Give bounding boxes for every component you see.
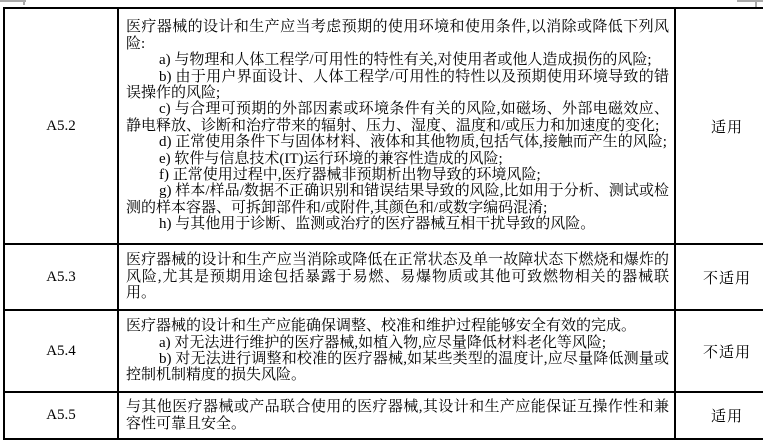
applicability-cell xyxy=(675,8,763,244)
clause-number: A5.4 xyxy=(46,342,76,359)
requirement-paragraph: g) 样本/样品/数据不正确识别和错误结果导致的风险,比如用于分析、测试或检测的样本容器、可拆卸部件和/或附件,其颜色和/或数字编码混淆; xyxy=(126,183,669,216)
clause-cell xyxy=(4,310,118,392)
requirement-paragraph: 医疗器械的设计和生产应能确保调整、校准和维护过程能够安全有效的完成。 xyxy=(126,318,637,335)
top-left-border-artifact xyxy=(23,0,25,5)
table-row xyxy=(4,244,763,310)
requirements-table-body xyxy=(4,8,763,439)
requirement-cell xyxy=(118,310,675,392)
clause-cell xyxy=(4,8,118,244)
requirements-table xyxy=(3,7,763,440)
clause-cell xyxy=(4,392,118,439)
requirement-paragraph: c) 与合理可预期的外部因素或环境条件有关的风险,如磁场、外部电磁效应、静电释放、诊断和治疗带来的辐射、压力、湿度、温度和/或压力和加速度的变化; xyxy=(126,101,669,134)
table-row xyxy=(4,392,763,439)
requirement-cell xyxy=(118,392,675,439)
clause-number: A5.3 xyxy=(46,268,76,285)
requirement-paragraph: 医疗器械的设计和生产应当消除或降低在正常状态及单一故障状态下燃烧和爆炸的风险,尤其是预期用途包括暴露于易燃、易爆物质或其他可致燃物相关的器械联用。 xyxy=(126,252,669,302)
top-right-border-artifact xyxy=(737,0,763,2)
top-right-border-artifact xyxy=(755,0,757,7)
requirement-paragraph: b) 对无法进行调整和校准的医疗器械,如某些类型的温度计,应尽量降低测量或控制机制精度的损失风险。 xyxy=(126,351,669,384)
applicability-value: 不适用 xyxy=(702,270,751,287)
requirement-paragraph: 与其他医疗器械或产品联合使用的医疗器械,其设计和生产应能保证互操作性和兼容性可靠且安全。 xyxy=(126,399,669,432)
requirement-paragraph: a) 对无法进行维护的医疗器械,如植入物,应尽量降低材料老化等风险; xyxy=(159,334,607,351)
requirement-paragraph: 医疗器械的设计和生产应当考虑预期的使用环境和使用条件,以消除或降低下列风险: xyxy=(126,19,669,52)
requirement-cell xyxy=(118,244,675,310)
table-row xyxy=(4,8,763,244)
applicability-cell xyxy=(675,310,763,392)
requirement-paragraph: e) 软件与信息技术(IT)运行环境的兼容性造成的风险; xyxy=(159,150,503,167)
applicability-cell xyxy=(675,244,763,310)
requirement-paragraph: f) 正常使用过程中,医疗器械非预期析出物导致的环境风险; xyxy=(159,167,541,184)
clause-cell xyxy=(4,244,118,310)
applicability-cell xyxy=(675,392,763,439)
applicability-value: 不适用 xyxy=(702,344,751,361)
requirement-paragraph: h) 与其他用于诊断、监测或治疗的医疗器械互相干扰导致的风险。 xyxy=(159,216,596,233)
table-row xyxy=(4,310,763,392)
clause-number: A5.5 xyxy=(46,407,76,423)
requirement-paragraph: a) 与物理和人体工程学/可用性的特性有关,对使用者或他人造成损伤的风险; xyxy=(159,52,652,69)
applicability-value: 适用 xyxy=(710,409,743,425)
requirement-paragraph: d) 正常使用条件下与固体材料、液体和其他物质,包括气体,接触而产生的风险; xyxy=(159,134,667,151)
applicability-value: 适用 xyxy=(710,119,743,136)
requirement-paragraph: b) 由于用户界面设计、人体工程学/可用性的特性以及预期使用环境导致的错误操作的风险; xyxy=(126,68,669,101)
clause-number: A5.2 xyxy=(46,117,76,134)
requirement-cell xyxy=(118,8,675,244)
